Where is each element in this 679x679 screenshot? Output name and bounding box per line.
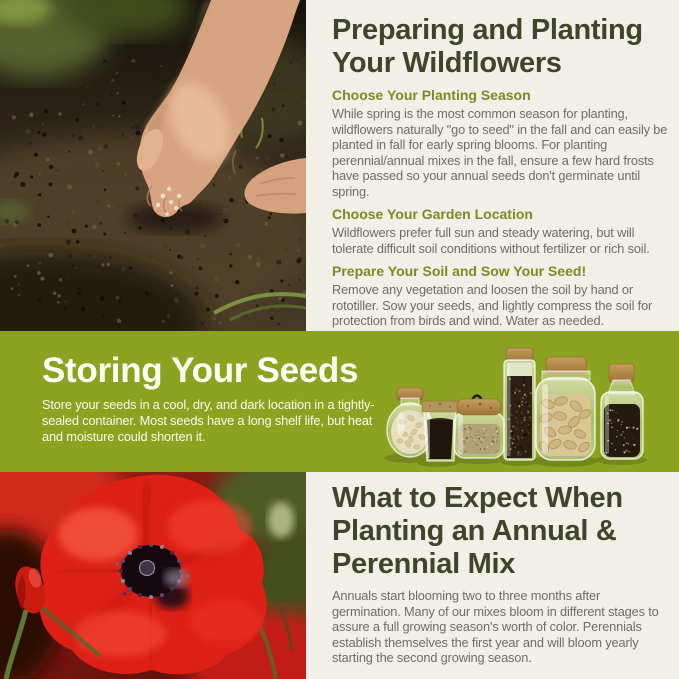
jar-sandy-seed xyxy=(454,396,504,459)
hand-sowing-seeds-image xyxy=(0,0,306,331)
paragraph-planting-season: While spring is the most common season for planting, wildflowers naturally "go to seed" in the fall and can easily be planted in fall for early spring blooms. For planting perennial/annual mixes in the fall, ensure a few hard frosts have passed so your annual seeds don't germinate until spring. xyxy=(332,106,668,199)
planting-photo xyxy=(0,0,306,331)
subheading-prepare-soil: Prepare Your Soil and Sow Your Seed! xyxy=(332,263,587,279)
banner-paragraph: Store your seeds in a cool, dry, and dark location in a tightly-sealed container. Most seeds have a long shelf life, but heat and moisture could shorten it. xyxy=(42,397,375,444)
paragraph-prepare-soil: Remove any vegetation and loosen the soil by hand or rototiller. Sow your seeds, and lightly compress the soil for protection from birds and wind. Water as needed. xyxy=(332,282,653,328)
title-line: Your Wildflowers xyxy=(332,47,562,79)
expectations-section xyxy=(332,482,672,666)
jar-tall-dark-seeds xyxy=(504,348,535,460)
planting-guide-section xyxy=(332,14,672,329)
title-line: What to Expect When xyxy=(332,482,623,514)
jar-dark-seed-small xyxy=(422,401,458,461)
seed-jars-photo xyxy=(380,344,648,472)
title-line: Planting an Annual & xyxy=(332,515,617,547)
paragraph-expectations: Annuals start blooming two to three months after germination. Many of our mixes bloom in different stages to assure a full growing season's worth of color. Perennials establish themselves the first year and will bloom yearly starting the second growing season. xyxy=(332,588,659,665)
jar-sunflower-seeds xyxy=(601,364,643,459)
section-title-preparing xyxy=(332,14,672,80)
banner-title: Storing Your Seeds xyxy=(42,351,359,390)
paragraph-garden-location: Wildflowers prefer full sun and steady watering, but will tolerate difficult soil conditions without fertilizer or rich soil. xyxy=(332,225,650,256)
subheading-garden-location: Choose Your Garden Location xyxy=(332,206,533,222)
red-poppies-image xyxy=(0,472,306,679)
subheading-planting-season: Choose Your Planting Season xyxy=(332,87,531,103)
poppy-photo xyxy=(0,472,306,679)
title-line: Preparing and Planting xyxy=(332,14,643,46)
title-line: Perennial Mix xyxy=(332,548,516,580)
section-title-expect xyxy=(332,482,672,581)
jar-pumpkin-seeds xyxy=(536,357,595,460)
